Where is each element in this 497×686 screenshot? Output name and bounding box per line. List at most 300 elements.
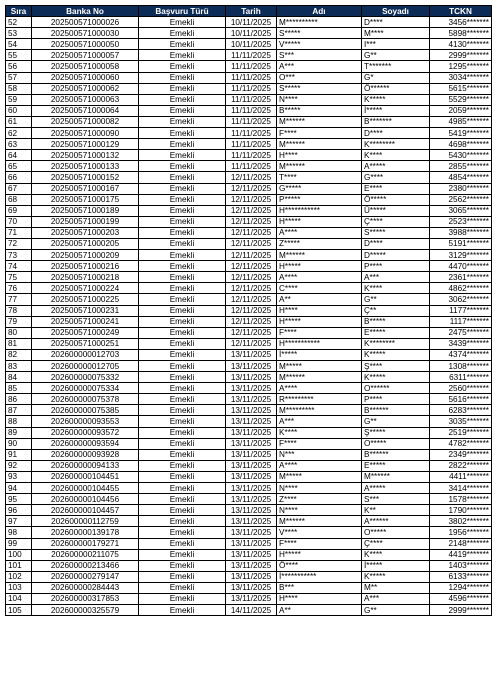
header-soyadi: Soyadı [362,6,430,17]
cell-adi: F**** [277,327,362,338]
cell-basvuru-turu: Emekli [139,183,226,194]
cell-banka-no: 202500571000205 [32,238,139,249]
cell-tckn: 4374******* [430,349,492,360]
cell-adi: İ***** [277,349,362,360]
cell-tarih: 11/11/2025 [226,72,277,83]
cell-tarih: 12/11/2025 [226,261,277,272]
cell-banka-no: 202500571000225 [32,294,139,305]
cell-banka-no: 202500571000030 [32,28,139,39]
table-row [6,471,492,482]
cell-sira: 96 [6,505,32,516]
header-sira: Sıra [6,6,32,17]
table-row [6,538,492,549]
cell-soyadi: S***** [362,227,430,238]
table-row [6,494,492,505]
cell-basvuru-turu: Emekli [139,582,226,593]
cell-sira: 53 [6,28,32,39]
cell-tarih: 13/11/2025 [226,349,277,360]
cell-soyadi: O***** [362,527,430,538]
cell-tckn: 4698******* [430,139,492,150]
cell-sira: 90 [6,438,32,449]
cell-soyadi: M****** [362,471,430,482]
cell-tarih: 13/11/2025 [226,549,277,560]
table-row [6,105,492,116]
cell-tckn: 5615******* [430,83,492,94]
cell-tarih: 12/11/2025 [226,238,277,249]
cell-tckn: 1177******* [430,305,492,316]
cell-soyadi: D**** [362,128,430,139]
cell-sira: 95 [6,494,32,505]
cell-soyadi: İ***** [362,105,430,116]
cell-tckn: 4782******* [430,438,492,449]
table-row [6,283,492,294]
table-row [6,194,492,205]
cell-tckn: 1956******* [430,527,492,538]
cell-tarih: 10/11/2025 [226,39,277,50]
cell-banka-no: 202600000012705 [32,361,139,372]
cell-soyadi: İ***** [362,560,430,571]
cell-sira: 103 [6,582,32,593]
cell-tarih: 12/11/2025 [226,250,277,261]
cell-sira: 54 [6,39,32,50]
cell-basvuru-turu: Emekli [139,272,226,283]
cell-tckn: 1308******* [430,361,492,372]
cell-tckn: 4596******* [430,593,492,604]
cell-banka-no: 202600000284443 [32,582,139,593]
cell-banka-no: 202500571000060 [32,72,139,83]
records-table [5,5,492,616]
table-row [6,61,492,72]
cell-banka-no: 202500571000129 [32,139,139,150]
cell-sira: 101 [6,560,32,571]
cell-tckn: 5529******* [430,94,492,105]
cell-basvuru-turu: Emekli [139,294,226,305]
cell-basvuru-turu: Emekli [139,416,226,427]
cell-soyadi: D**** [362,238,430,249]
cell-tarih: 13/11/2025 [226,449,277,460]
cell-banka-no: 202500571000189 [32,205,139,216]
cell-soyadi: M** [362,582,430,593]
table-row [6,483,492,494]
table-row [6,405,492,416]
cell-basvuru-turu: Emekli [139,216,226,227]
cell-adi: S*** [277,50,362,61]
cell-banka-no: 202600000104455 [32,483,139,494]
cell-adi: V***** [277,39,362,50]
cell-sira: 79 [6,316,32,327]
cell-banka-no: 202500571000064 [32,105,139,116]
cell-tarih: 13/11/2025 [226,560,277,571]
cell-sira: 56 [6,61,32,72]
cell-tarih: 13/11/2025 [226,571,277,582]
cell-tarih: 12/11/2025 [226,283,277,294]
cell-basvuru-turu: Emekli [139,361,226,372]
cell-tarih: 13/11/2025 [226,527,277,538]
table-header [6,6,492,17]
cell-adi: O*** [277,72,362,83]
table-row [6,183,492,194]
cell-sira: 61 [6,116,32,127]
cell-banka-no: 202600000279147 [32,571,139,582]
cell-basvuru-turu: Emekli [139,538,226,549]
cell-tarih: 13/11/2025 [226,516,277,527]
cell-adi: N*** [277,449,362,460]
cell-sira: 59 [6,94,32,105]
cell-adi: B*** [277,582,362,593]
cell-sira: 97 [6,516,32,527]
cell-banka-no: 202600000075334 [32,383,139,394]
cell-soyadi: G**** [362,172,430,183]
cell-banka-no: 202600000093572 [32,427,139,438]
cell-tckn: 4470******* [430,261,492,272]
cell-tarih: 12/11/2025 [226,316,277,327]
cell-tckn: 3802******* [430,516,492,527]
cell-adi: H**** [277,593,362,604]
cell-sira: 71 [6,227,32,238]
cell-tckn: 2999******* [430,605,492,616]
cell-banka-no: 202500571000203 [32,227,139,238]
cell-soyadi: K***** [362,94,430,105]
cell-adi: İ*********** [277,571,362,582]
cell-banka-no: 202600000093553 [32,416,139,427]
cell-basvuru-turu: Emekli [139,471,226,482]
cell-banka-no: 202600000211075 [32,549,139,560]
table-row [6,460,492,471]
cell-basvuru-turu: Emekli [139,61,226,72]
table-row [6,50,492,61]
cell-basvuru-turu: Emekli [139,349,226,360]
cell-banka-no: 202600000093928 [32,449,139,460]
table-row [6,372,492,383]
cell-tckn: 3062******* [430,294,492,305]
cell-tarih: 13/11/2025 [226,372,277,383]
cell-basvuru-turu: Emekli [139,494,226,505]
cell-tarih: 12/11/2025 [226,272,277,283]
cell-soyadi: P**** [362,394,430,405]
cell-basvuru-turu: Emekli [139,94,226,105]
header-banka-no: Banka No [32,6,139,17]
cell-banka-no: 202600000075332 [32,372,139,383]
cell-soyadi: B***** [362,316,430,327]
cell-tckn: 3129******* [430,250,492,261]
cell-banka-no: 202500571000062 [32,83,139,94]
cell-tarih: 11/11/2025 [226,83,277,94]
header-tckn: TCKN [430,6,492,17]
cell-sira: 86 [6,394,32,405]
cell-adi: C**** [277,283,362,294]
cell-tckn: 2380******* [430,183,492,194]
cell-soyadi: D***** [362,250,430,261]
cell-soyadi: Ç** [362,305,430,316]
cell-adi: A** [277,294,362,305]
cell-soyadi: G** [362,50,430,61]
cell-sira: 67 [6,183,32,194]
cell-adi: H***** [277,216,362,227]
table-row [6,516,492,527]
cell-adi: M***** [277,471,362,482]
cell-basvuru-turu: Emekli [139,83,226,94]
cell-adi: B***** [277,105,362,116]
cell-sira: 63 [6,139,32,150]
cell-soyadi: K***** [362,372,430,383]
cell-tckn: 1790******* [430,505,492,516]
table-row [6,216,492,227]
table-row [6,560,492,571]
cell-adi: H**** [277,305,362,316]
cell-tckn: 2475******* [430,327,492,338]
records-table-container [5,5,492,616]
table-row [6,128,492,139]
cell-tckn: 3456******* [430,17,492,28]
cell-tckn: 4130******* [430,39,492,50]
cell-tckn: 2560******* [430,383,492,394]
cell-basvuru-turu: Emekli [139,194,226,205]
cell-basvuru-turu: Emekli [139,405,226,416]
cell-adi: H***** [277,261,362,272]
cell-basvuru-turu: Emekli [139,438,226,449]
cell-tckn: 3065******* [430,205,492,216]
cell-banka-no: 202500571000090 [32,128,139,139]
cell-sira: 62 [6,128,32,139]
cell-soyadi: A****** [362,516,430,527]
cell-adi: H*********** [277,338,362,349]
cell-tarih: 13/11/2025 [226,361,277,372]
cell-basvuru-turu: Emekli [139,449,226,460]
cell-banka-no: 202600000179271 [32,538,139,549]
cell-sira: 75 [6,272,32,283]
cell-basvuru-turu: Emekli [139,527,226,538]
cell-sira: 104 [6,593,32,604]
cell-banka-no: 202600000139178 [32,527,139,538]
cell-sira: 70 [6,216,32,227]
cell-sira: 92 [6,460,32,471]
cell-adi: K**** [277,427,362,438]
cell-tarih: 13/11/2025 [226,538,277,549]
cell-sira: 69 [6,205,32,216]
cell-sira: 73 [6,250,32,261]
cell-basvuru-turu: Emekli [139,338,226,349]
table-row [6,250,492,261]
cell-tckn: 1403******* [430,560,492,571]
cell-banka-no: 202500571000152 [32,172,139,183]
table-row [6,338,492,349]
cell-soyadi: K**** [362,549,430,560]
cell-basvuru-turu: Emekli [139,128,226,139]
cell-basvuru-turu: Emekli [139,17,226,28]
cell-tarih: 11/11/2025 [226,105,277,116]
cell-tarih: 10/11/2025 [226,17,277,28]
cell-basvuru-turu: Emekli [139,28,226,39]
cell-banka-no: 202500571000199 [32,216,139,227]
cell-adi: S***** [277,83,362,94]
cell-tckn: 2855******* [430,161,492,172]
cell-sira: 105 [6,605,32,616]
cell-tarih: 11/11/2025 [226,150,277,161]
cell-tarih: 12/11/2025 [226,305,277,316]
cell-tarih: 11/11/2025 [226,116,277,127]
cell-tckn: 2822******* [430,460,492,471]
cell-adi: Z***** [277,238,362,249]
cell-sira: 58 [6,83,32,94]
cell-sira: 65 [6,161,32,172]
table-row [6,305,492,316]
cell-sira: 82 [6,349,32,360]
table-row [6,83,492,94]
cell-sira: 94 [6,483,32,494]
table-row [6,28,492,39]
cell-soyadi: T******* [362,61,430,72]
cell-soyadi: D**** [362,17,430,28]
cell-soyadi: P**** [362,261,430,272]
cell-adi: H***** [277,316,362,327]
cell-adi: V**** [277,527,362,538]
cell-tckn: 2523******* [430,216,492,227]
cell-basvuru-turu: Emekli [139,161,226,172]
cell-soyadi: Ş**** [362,361,430,372]
table-row [6,227,492,238]
cell-sira: 99 [6,538,32,549]
cell-tarih: 13/11/2025 [226,416,277,427]
cell-tarih: 12/11/2025 [226,327,277,338]
cell-basvuru-turu: Emekli [139,394,226,405]
cell-basvuru-turu: Emekli [139,305,226,316]
cell-tckn: 2519******* [430,427,492,438]
cell-tarih: 13/11/2025 [226,427,277,438]
cell-banka-no: 202600000094133 [32,460,139,471]
cell-soyadi: Ö***** [362,194,430,205]
cell-adi: A*** [277,61,362,72]
cell-tckn: 3439******* [430,338,492,349]
cell-adi: A**** [277,460,362,471]
cell-sira: 91 [6,449,32,460]
cell-tarih: 11/11/2025 [226,61,277,72]
cell-soyadi: K******** [362,139,430,150]
cell-soyadi: G** [362,605,430,616]
cell-sira: 81 [6,338,32,349]
cell-tckn: 2999******* [430,50,492,61]
header-row [6,6,492,17]
cell-adi: M****** [277,161,362,172]
cell-tarih: 11/11/2025 [226,50,277,61]
cell-banka-no: 202500571000216 [32,261,139,272]
cell-banka-no: 202600000104456 [32,494,139,505]
cell-soyadi: G* [362,72,430,83]
cell-banka-no: 202500571000133 [32,161,139,172]
table-body [6,17,492,616]
cell-sira: 52 [6,17,32,28]
cell-basvuru-turu: Emekli [139,316,226,327]
table-row [6,261,492,272]
cell-basvuru-turu: Emekli [139,205,226,216]
cell-basvuru-turu: Emekli [139,150,226,161]
cell-basvuru-turu: Emekli [139,172,226,183]
table-row [6,505,492,516]
table-row [6,361,492,372]
cell-basvuru-turu: Emekli [139,460,226,471]
cell-tckn: 2059******* [430,105,492,116]
cell-soyadi: Ü***** [362,205,430,216]
cell-adi: P***** [277,194,362,205]
cell-soyadi: Ş***** [362,427,430,438]
cell-tarih: 12/11/2025 [226,172,277,183]
cell-tarih: 11/11/2025 [226,161,277,172]
cell-basvuru-turu: Emekli [139,261,226,272]
table-row [6,549,492,560]
cell-adi: T**** [277,172,362,183]
table-row [6,238,492,249]
cell-soyadi: E***** [362,327,430,338]
cell-banka-no: 202500571000251 [32,338,139,349]
cell-adi: A**** [277,272,362,283]
cell-adi: H**** [277,150,362,161]
cell-tckn: 6311******* [430,372,492,383]
cell-tarih: 12/11/2025 [226,227,277,238]
cell-tarih: 13/11/2025 [226,593,277,604]
cell-tarih: 13/11/2025 [226,582,277,593]
cell-tarih: 12/11/2025 [226,205,277,216]
cell-banka-no: 202600000104451 [32,471,139,482]
cell-adi: S***** [277,28,362,39]
cell-tarih: 14/11/2025 [226,605,277,616]
cell-tckn: 5430******* [430,150,492,161]
cell-tarih: 11/11/2025 [226,139,277,150]
cell-basvuru-turu: Emekli [139,105,226,116]
cell-sira: 64 [6,150,32,161]
cell-tckn: 2562******* [430,194,492,205]
table-row [6,605,492,616]
cell-sira: 85 [6,383,32,394]
table-row [6,394,492,405]
cell-adi: M***** [277,361,362,372]
cell-tckn: 4854******* [430,172,492,183]
cell-soyadi: K** [362,505,430,516]
table-row [6,527,492,538]
cell-sira: 76 [6,283,32,294]
cell-soyadi: Ö****** [362,83,430,94]
table-row [6,593,492,604]
cell-basvuru-turu: Emekli [139,549,226,560]
cell-banka-no: 202500571000058 [32,61,139,72]
cell-soyadi: K**** [362,283,430,294]
cell-adi: A** [277,605,362,616]
cell-basvuru-turu: Emekli [139,571,226,582]
cell-tarih: 13/11/2025 [226,383,277,394]
table-row [6,316,492,327]
cell-soyadi: E***** [362,460,430,471]
table-row [6,416,492,427]
cell-tckn: 5898******* [430,28,492,39]
cell-tarih: 13/11/2025 [226,471,277,482]
cell-adi: M****** [277,139,362,150]
cell-sira: 84 [6,372,32,383]
table-row [6,571,492,582]
cell-sira: 77 [6,294,32,305]
cell-banka-no: 202500571000249 [32,327,139,338]
cell-adi: M********* [277,405,362,416]
cell-soyadi: A***** [362,161,430,172]
cell-sira: 102 [6,571,32,582]
cell-sira: 55 [6,50,32,61]
cell-tckn: 5191******* [430,238,492,249]
cell-adi: H*********** [277,205,362,216]
cell-tarih: 12/11/2025 [226,183,277,194]
cell-basvuru-turu: Emekli [139,605,226,616]
cell-banka-no: 202600000213466 [32,560,139,571]
cell-tckn: 1295******* [430,61,492,72]
cell-tarih: 12/11/2025 [226,338,277,349]
table-row [6,139,492,150]
table-row [6,427,492,438]
